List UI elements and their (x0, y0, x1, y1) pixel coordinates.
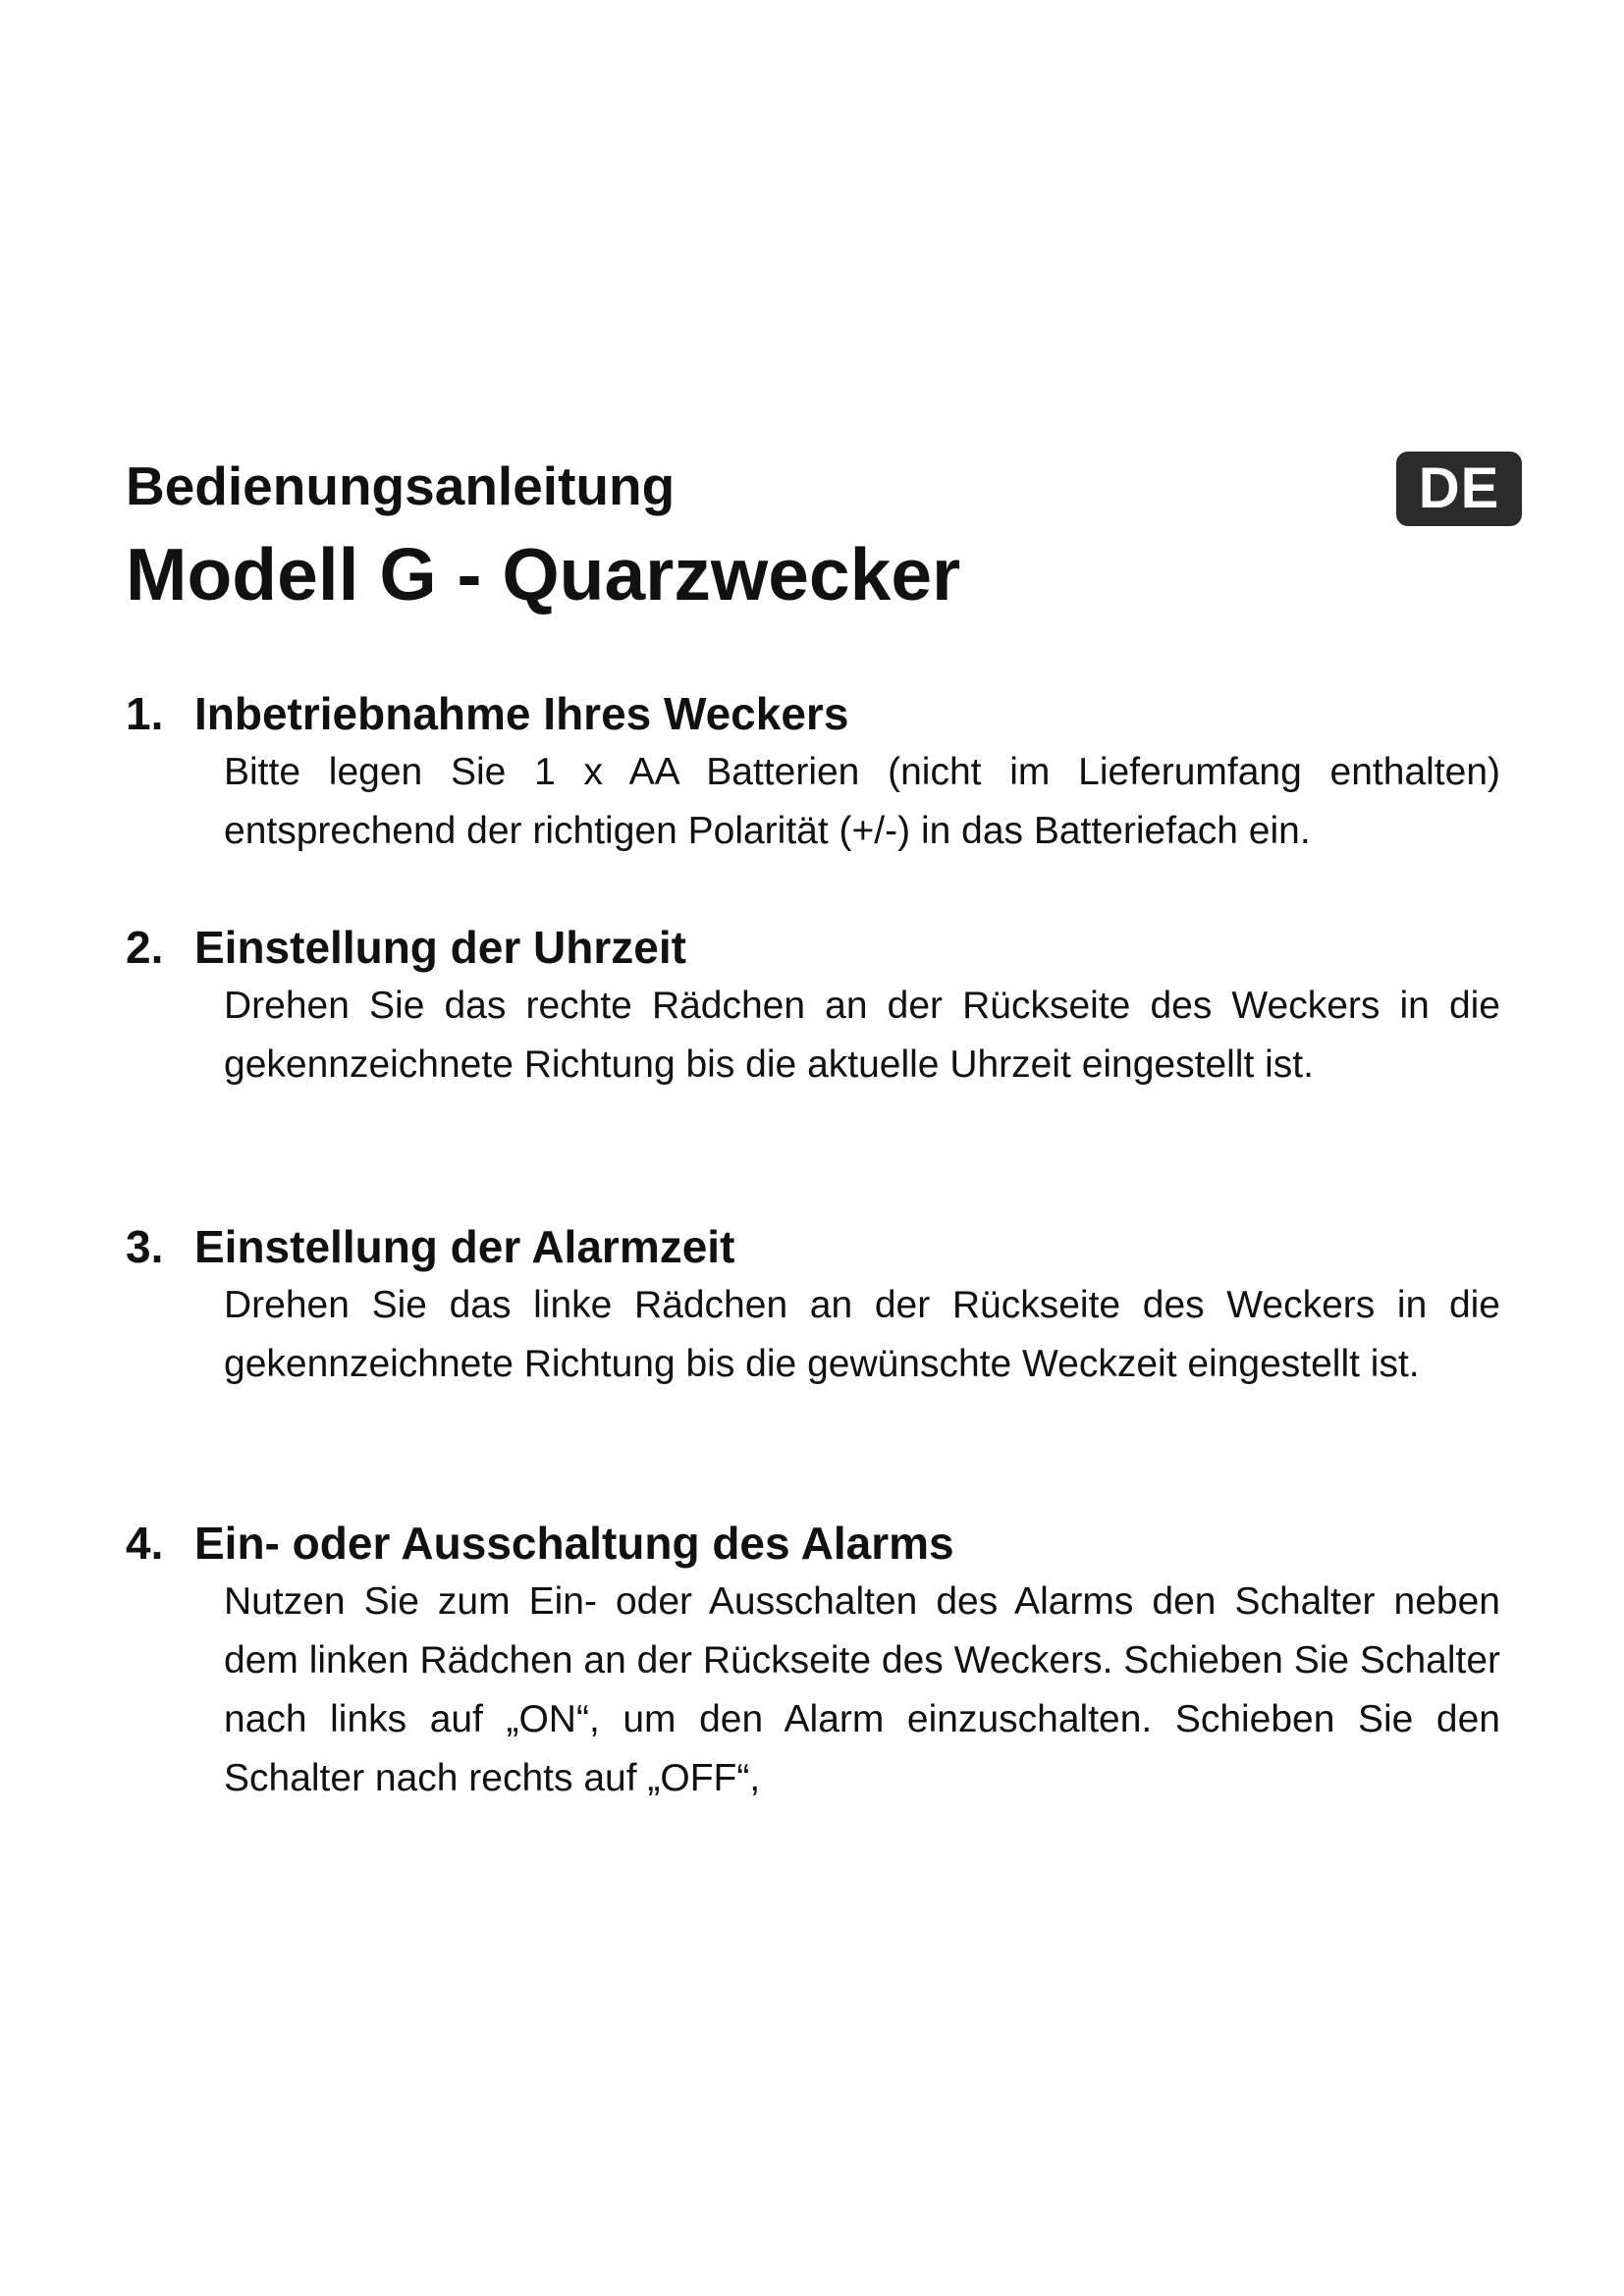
section-body: Nutzen Sie zum Ein- oder Ausschalten des Alarms den Schalter neben dem linken Rädchen an der Rückseite des Weckers. Schieben Sie Schalter nach links auf „ON“, um den Alarm einzuschalten. Schieben Sie den Schalter nach rechts auf „OFF“, (224, 1580, 1500, 1800)
section-alarmzeit (126, 1220, 1500, 1394)
section-heading (126, 1517, 1500, 1571)
section-heading (126, 1220, 1500, 1274)
section-heading-text: Einstellung der Alarmzeit (194, 1221, 735, 1272)
section-heading (126, 687, 1500, 741)
language-badge: DE (1396, 452, 1522, 526)
section-number: 1. (126, 688, 164, 739)
section-heading (126, 921, 1500, 975)
section-number: 4. (126, 1518, 164, 1569)
document-subtitle: Bedienungsanleitung (126, 455, 676, 516)
section-body: Drehen Sie das linke Rädchen an der Rückseite des Weckers in die gekennzeichnete Richtung bis die gewünschte Weckzeit eingestellt ist. (224, 1284, 1500, 1386)
section-inbetriebnahme (126, 687, 1500, 861)
section-number: 2. (126, 922, 164, 973)
section-heading-text: Ein- oder Ausschaltung des Alarms (194, 1518, 954, 1569)
section-heading-text: Inbetriebnahme Ihres Weckers (194, 688, 849, 739)
section-heading-text: Einstellung der Uhrzeit (194, 922, 686, 973)
section-alarm-schalter (126, 1517, 1500, 1808)
section-uhrzeit (126, 921, 1500, 1095)
section-body: Drehen Sie das rechte Rädchen an der Rückseite des Weckers in die gekennzeichnete Richtung bis die aktuelle Uhrzeit eingestellt ist. (224, 985, 1500, 1087)
section-number: 3. (126, 1221, 164, 1272)
section-body: Bitte legen Sie 1 x AA Batterien (nicht im Lieferumfang enthalten) entsprechend der richtigen Polarität (+/-) in das Batteriefach ein. (224, 751, 1500, 853)
document-title: Modell G - Quarzwecker (126, 533, 961, 615)
